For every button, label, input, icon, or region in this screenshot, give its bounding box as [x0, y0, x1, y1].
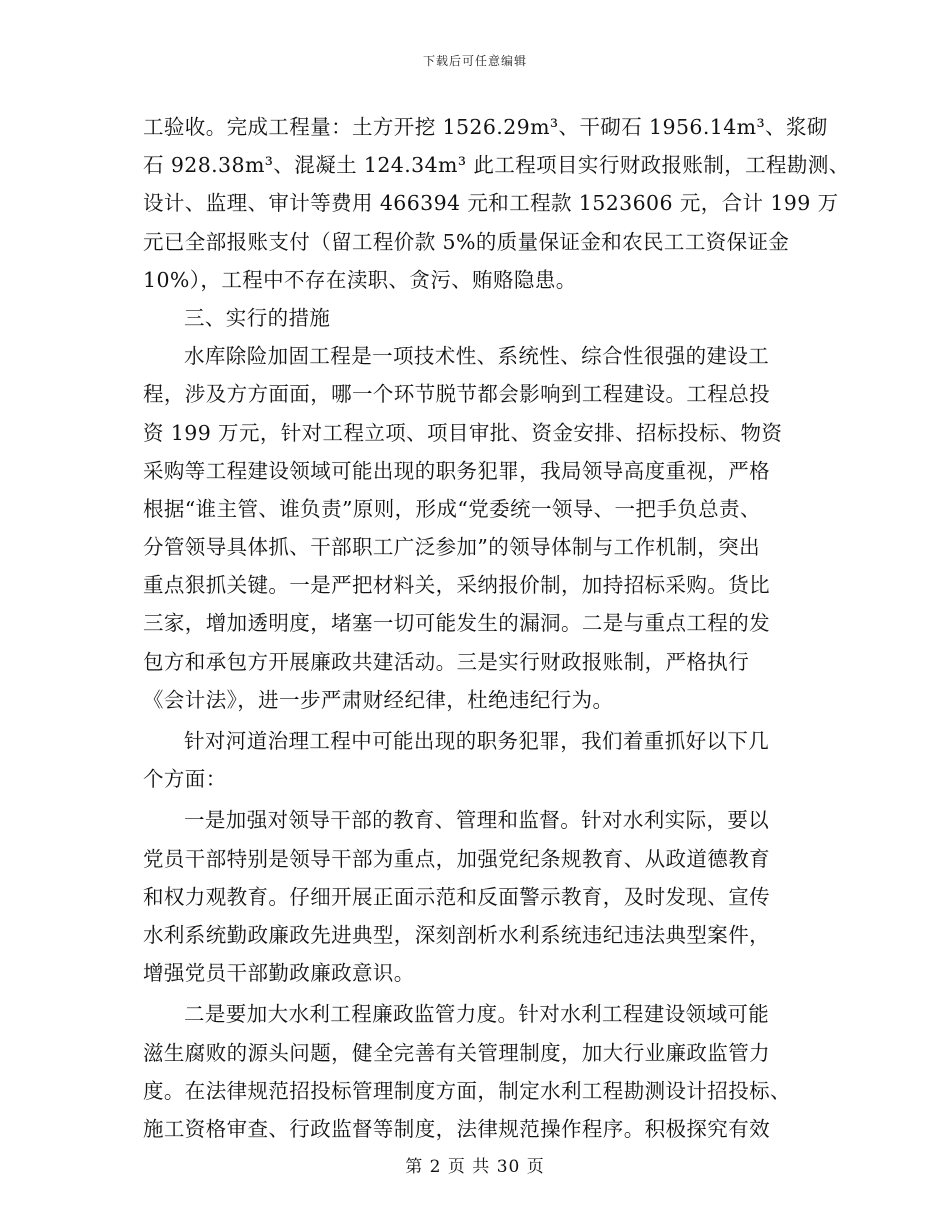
- text-line: 针对河道治理工程中可能出现的职务犯罪，我们着重抓好以下几: [184, 729, 770, 753]
- text-line: 采购等工程建设领域可能出现的职务犯罪，我局领导高度重视，严格: [143, 458, 770, 483]
- text-line: 和权力观教育。仔细开展正面示范和反面警示教育，及时发现、宣传: [143, 884, 770, 909]
- text-line: 包方和承包方开展廉政共建活动。三是实行财政报账制，严格执行: [143, 649, 750, 674]
- text-line: 三家，增加透明度，堵塞一切可能发生的漏洞。二是与重点工程的发: [143, 611, 770, 636]
- text-line: 度。在法律规范招投标管理制度方面，制定水利工程勘测设计招投标、: [143, 1078, 791, 1103]
- text-line: 二是要加大水利工程廉政监管力度。针对水利工程建设领域可能: [184, 1002, 770, 1027]
- text-line: 《会计法》，进一步严肃财经纪律，杜绝违纪行为。: [143, 687, 614, 712]
- page-header: 下载后可任意编辑: [422, 54, 527, 68]
- text-line: 工验收。完成工程量：土方开挖 1526.29m³、干砌石 1956.14m³、浆砌: [143, 115, 828, 139]
- document-body: [143, 108, 850, 1148]
- text-line: 分管领导具体抓、干部职工广泛参加”的领导体制与工作机制，突出: [143, 535, 760, 560]
- text-line: 增强党员干部勤政廉政意识。: [143, 961, 415, 986]
- text-line: 个方面：: [143, 767, 227, 792]
- text-line: 滋生腐败的源头问题，健全完善有关管理制度，加大行业廉政监管力: [143, 1040, 770, 1065]
- text-line: 石 928.38m³、混凝土 124.34m³ 此工程项目实行财政报账制，工程勘测、: [143, 153, 850, 178]
- text-line: 党员干部特别是领导干部为重点，加强党纪条规教育、从政道德教育: [143, 846, 770, 871]
- text-line: 资 199 万元，针对工程立项、项目审批、资金安排、招标投标、物资: [143, 420, 783, 445]
- text-line: 水利系统勤政廉政先进典型，深刻剖析水利系统违纪违法典型案件，: [143, 922, 770, 947]
- text-line: 设计、监理、审计等费用 466394 元和工程款 1523606 元，合计 199 万: [143, 191, 839, 216]
- text-line: 10%），工程中不存在渎职、贪污、贿赂隐患。: [143, 267, 577, 292]
- text-line: 程，涉及方方面面，哪一个环节脱节都会影响到工程建设。工程总投: [143, 382, 770, 407]
- text-line: 一是加强对领导干部的教育、管理和监督。针对水利实际，要以: [184, 808, 770, 833]
- text-line: 元已全部报账支付（留工程价款 5%的质量保证金和农民工工资保证金: [143, 229, 790, 254]
- section-heading: 三、实行的措施: [184, 305, 331, 330]
- text-line: 重点狠抓关键。一是严把材料关，采纳报价制，加持招标采购。货比: [143, 573, 770, 598]
- text-line: 水库除险加固工程是一项技术性、系统性、综合性很强的建设工: [184, 344, 770, 369]
- text-line: 施工资格审查、行政监督等制度，法律规范操作程序。积极探究有效: [143, 1116, 770, 1141]
- page-number: 第 2 页 共 30 页: [405, 1157, 545, 1177]
- text-line: 根据“谁主管、谁负责”原则，形成“党委统一领导、一把手负总责、: [143, 496, 761, 521]
